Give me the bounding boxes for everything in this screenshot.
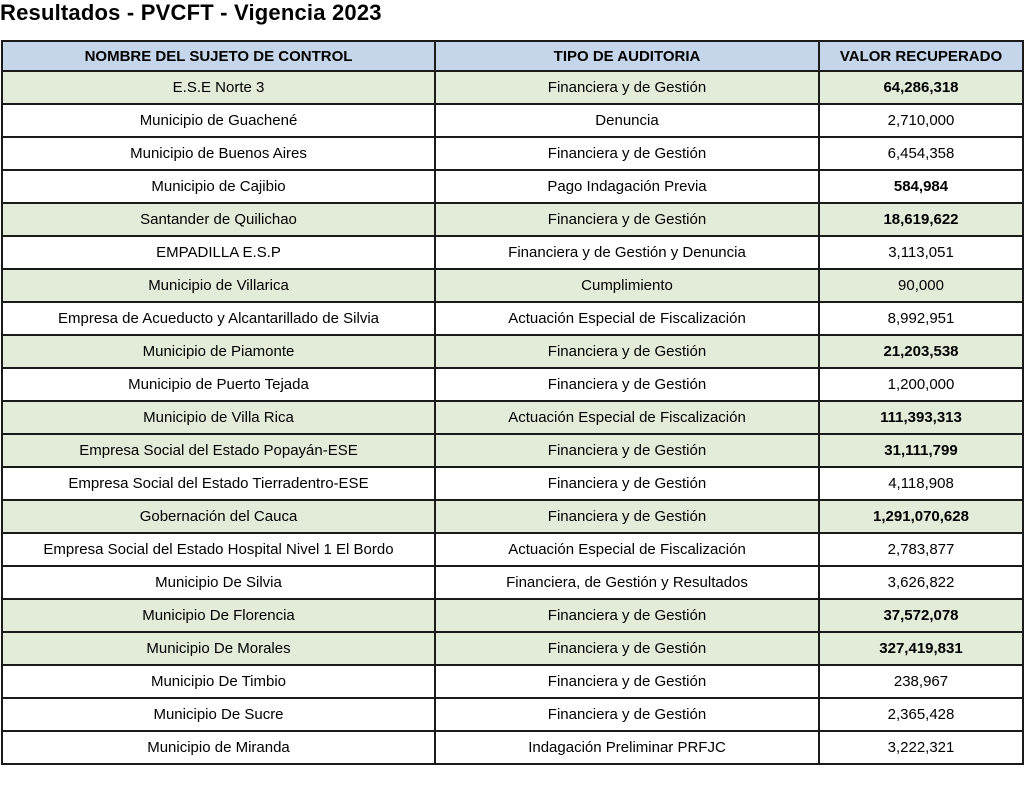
table-row <box>2 104 1023 137</box>
cell-nombre: Municipio de Villa Rica <box>2 401 435 434</box>
table-row <box>2 599 1023 632</box>
cell-valor-recuperado: 8,992,951 <box>819 302 1023 335</box>
cell-nombre: EMPADILLA E.S.P <box>2 236 435 269</box>
cell-valor-recuperado: 3,222,321 <box>819 731 1023 764</box>
cell-tipo-auditoria: Denuncia <box>435 104 819 137</box>
cell-valor-recuperado: 111,393,313 <box>819 401 1023 434</box>
table-header-row <box>2 41 1023 71</box>
cell-nombre: E.S.E Norte 3 <box>2 71 435 104</box>
cell-valor-recuperado: 21,203,538 <box>819 335 1023 368</box>
cell-valor-recuperado: 238,967 <box>819 665 1023 698</box>
table-row <box>2 500 1023 533</box>
table-row <box>2 665 1023 698</box>
cell-valor-recuperado: 2,365,428 <box>819 698 1023 731</box>
cell-nombre: Municipio De Florencia <box>2 599 435 632</box>
cell-nombre: Santander de Quilichao <box>2 203 435 236</box>
table-row <box>2 731 1023 764</box>
cell-nombre: Empresa Social del Estado Tierradentro-ESE <box>2 467 435 500</box>
cell-tipo-auditoria: Financiera y de Gestión <box>435 368 819 401</box>
cell-nombre: Municipio De Sucre <box>2 698 435 731</box>
cell-nombre: Empresa de Acueducto y Alcantarillado de Silvia <box>2 302 435 335</box>
table-body <box>2 71 1023 764</box>
table-row <box>2 269 1023 302</box>
cell-tipo-auditoria: Financiera y de Gestión <box>435 71 819 104</box>
table-row <box>2 533 1023 566</box>
column-header-nombre: NOMBRE DEL SUJETO DE CONTROL <box>2 41 435 71</box>
cell-nombre: Municipio de Piamonte <box>2 335 435 368</box>
table-row <box>2 368 1023 401</box>
cell-valor-recuperado: 4,118,908 <box>819 467 1023 500</box>
cell-valor-recuperado: 1,200,000 <box>819 368 1023 401</box>
column-header-tipo: TIPO DE AUDITORIA <box>435 41 819 71</box>
cell-valor-recuperado: 2,783,877 <box>819 533 1023 566</box>
page-title: Resultados - PVCFT - Vigencia 2023 <box>0 0 382 25</box>
cell-valor-recuperado: 6,454,358 <box>819 137 1023 170</box>
cell-valor-recuperado: 37,572,078 <box>819 599 1023 632</box>
cell-nombre: Municipio de Miranda <box>2 731 435 764</box>
table-row <box>2 236 1023 269</box>
cell-tipo-auditoria: Financiera y de Gestión y Denuncia <box>435 236 819 269</box>
table-row <box>2 467 1023 500</box>
cell-nombre: Gobernación del Cauca <box>2 500 435 533</box>
cell-tipo-auditoria: Actuación Especial de Fiscalización <box>435 302 819 335</box>
table-row <box>2 698 1023 731</box>
cell-tipo-auditoria: Financiera y de Gestión <box>435 599 819 632</box>
cell-valor-recuperado: 64,286,318 <box>819 71 1023 104</box>
cell-tipo-auditoria: Financiera, de Gestión y Resultados <box>435 566 819 599</box>
column-header-valor: VALOR RECUPERADO <box>819 41 1023 71</box>
cell-nombre: Empresa Social del Estado Popayán-ESE <box>2 434 435 467</box>
table-row <box>2 401 1023 434</box>
cell-tipo-auditoria: Indagación Preliminar PRFJC <box>435 731 819 764</box>
cell-valor-recuperado: 90,000 <box>819 269 1023 302</box>
cell-nombre: Municipio De Timbio <box>2 665 435 698</box>
cell-tipo-auditoria: Actuación Especial de Fiscalización <box>435 401 819 434</box>
cell-valor-recuperado: 327,419,831 <box>819 632 1023 665</box>
table-row <box>2 137 1023 170</box>
cell-valor-recuperado: 2,710,000 <box>819 104 1023 137</box>
cell-tipo-auditoria: Pago Indagación Previa <box>435 170 819 203</box>
cell-nombre: Municipio de Buenos Aires <box>2 137 435 170</box>
table-row <box>2 170 1023 203</box>
results-table <box>1 40 1024 765</box>
cell-tipo-auditoria: Cumplimiento <box>435 269 819 302</box>
cell-valor-recuperado: 1,291,070,628 <box>819 500 1023 533</box>
cell-nombre: Empresa Social del Estado Hospital Nivel 1 El Bordo <box>2 533 435 566</box>
cell-nombre: Municipio De Morales <box>2 632 435 665</box>
cell-nombre: Municipio de Cajibio <box>2 170 435 203</box>
table-row <box>2 335 1023 368</box>
cell-tipo-auditoria: Financiera y de Gestión <box>435 434 819 467</box>
cell-tipo-auditoria: Financiera y de Gestión <box>435 137 819 170</box>
cell-tipo-auditoria: Financiera y de Gestión <box>435 335 819 368</box>
cell-tipo-auditoria: Financiera y de Gestión <box>435 632 819 665</box>
cell-valor-recuperado: 584,984 <box>819 170 1023 203</box>
table-row <box>2 632 1023 665</box>
cell-tipo-auditoria: Financiera y de Gestión <box>435 665 819 698</box>
table-row <box>2 71 1023 104</box>
table-row <box>2 203 1023 236</box>
cell-tipo-auditoria: Financiera y de Gestión <box>435 467 819 500</box>
table-row <box>2 302 1023 335</box>
cell-nombre: Municipio De Silvia <box>2 566 435 599</box>
cell-valor-recuperado: 3,626,822 <box>819 566 1023 599</box>
table-row <box>2 434 1023 467</box>
cell-tipo-auditoria: Financiera y de Gestión <box>435 500 819 533</box>
cell-tipo-auditoria: Financiera y de Gestión <box>435 698 819 731</box>
table-row <box>2 566 1023 599</box>
cell-nombre: Municipio de Villarica <box>2 269 435 302</box>
cell-valor-recuperado: 3,113,051 <box>819 236 1023 269</box>
cell-tipo-auditoria: Actuación Especial de Fiscalización <box>435 533 819 566</box>
cell-nombre: Municipio de Guachené <box>2 104 435 137</box>
cell-tipo-auditoria: Financiera y de Gestión <box>435 203 819 236</box>
cell-valor-recuperado: 18,619,622 <box>819 203 1023 236</box>
cell-valor-recuperado: 31,111,799 <box>819 434 1023 467</box>
cell-nombre: Municipio de Puerto Tejada <box>2 368 435 401</box>
